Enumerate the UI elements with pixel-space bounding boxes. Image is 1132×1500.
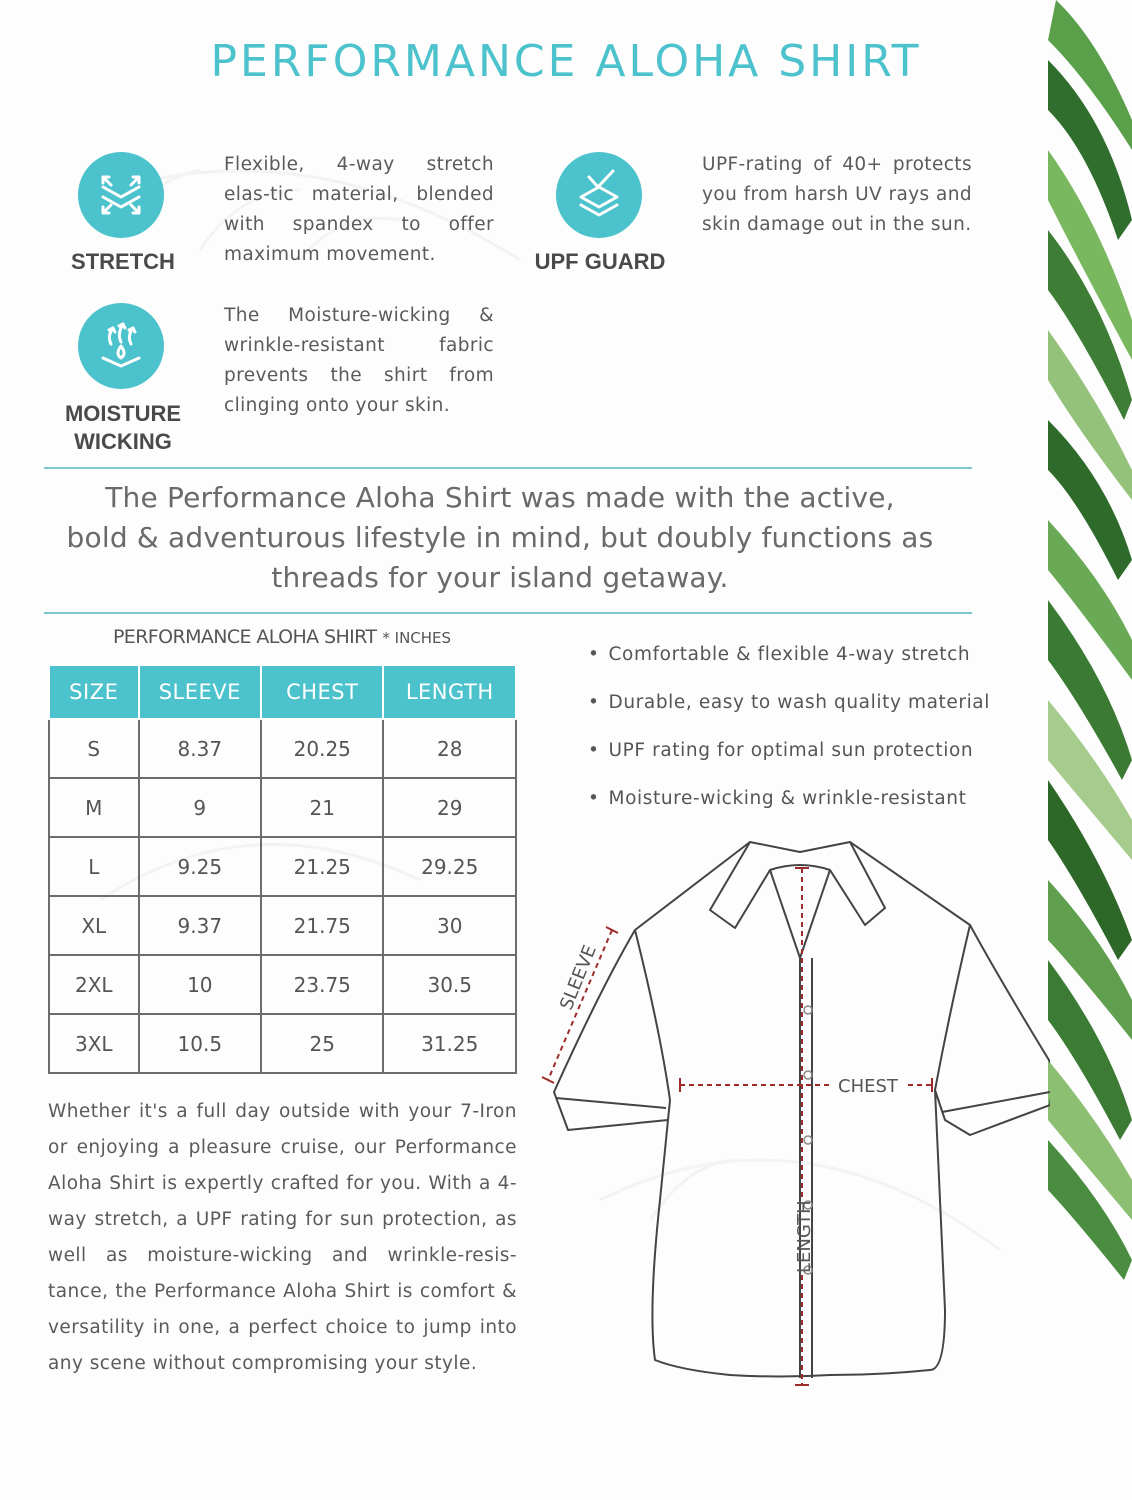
length-measure-ticks [795, 868, 809, 1385]
table-row [49, 955, 516, 1014]
table-row [49, 896, 516, 955]
cell-size: XL [49, 896, 139, 955]
moisture-wicking-label [48, 400, 198, 456]
header-chest: CHEST [261, 665, 383, 719]
tagline [60, 478, 940, 598]
cell-size: 3XL [49, 1014, 139, 1073]
list-item: • Comfortable & flexible 4-way stretch [588, 640, 1018, 688]
chest-label: CHEST [838, 1076, 898, 1097]
cell-length: 28 [383, 719, 516, 778]
cell-chest: 21.75 [261, 896, 383, 955]
tagline-line1: The Performance Aloha Shirt was made with the active, [105, 481, 895, 514]
feature-bullet-list [588, 640, 1018, 832]
cell-length: 30.5 [383, 955, 516, 1014]
cell-length: 29 [383, 778, 516, 837]
size-chart-name: PERFORMANCE ALOHA SHIRT [112, 626, 377, 648]
size-chart-header-row [49, 665, 516, 719]
table-row [49, 1014, 516, 1073]
list-item: • Moisture-wicking & wrinkle-resistant [588, 784, 1018, 832]
top-divider [44, 467, 972, 469]
shirt-measurement-diagram [530, 830, 1050, 1410]
cell-sleeve: 10.5 [139, 1014, 262, 1073]
cell-sleeve: 9.25 [139, 837, 262, 896]
cell-size: S [49, 719, 139, 778]
cell-length: 31.25 [383, 1014, 516, 1073]
moisture-wicking-icon [78, 303, 164, 389]
tagline-line2: bold & adventurous lifestyle in mind, but doubly functions as [66, 521, 934, 554]
header-length: LENGTH [383, 665, 516, 719]
length-label: LENGTH [794, 1200, 815, 1273]
cell-sleeve: 9.37 [139, 896, 262, 955]
cell-chest: 21.25 [261, 837, 383, 896]
cell-length: 29.25 [383, 837, 516, 896]
list-item: • Durable, easy to wash quality material [588, 688, 1018, 736]
upf-guard-description: UPF-rating of 40+ protects you from harsh UV rays and skin damage out in the sun. [702, 154, 972, 235]
list-item: • UPF rating for optimal sun protection [588, 736, 1018, 784]
stretch-icon [78, 152, 164, 238]
moisture-wicking-description: The Moisture-wicking & wrinkle-resistant fabric prevents the shirt from clinging onto your skin. [224, 305, 494, 416]
table-row [49, 719, 516, 778]
stretch-description: Flexible, 4-way stretch elas-tic material, blended with spandex to offer maximum movement. [224, 154, 494, 265]
cell-chest: 23.75 [261, 955, 383, 1014]
upf-guard-label: UPF GUARD [534, 249, 666, 274]
header-size: SIZE [49, 665, 139, 719]
cell-size: M [49, 778, 139, 837]
upf-shield-icon [556, 152, 642, 238]
cell-sleeve: 10 [139, 955, 262, 1014]
cell-chest: 21 [261, 778, 383, 837]
size-chart-unit: * INCHES [382, 629, 452, 647]
middle-divider [44, 612, 972, 614]
cell-chest: 25 [261, 1014, 383, 1073]
cell-sleeve: 9 [139, 778, 262, 837]
moisture-label-line1: MOISTURE [64, 401, 182, 426]
moisture-label-line2: WICKING [74, 429, 172, 454]
size-chart-title [48, 626, 516, 648]
header-sleeve: SLEEVE [139, 665, 262, 719]
palm-leaf-decoration [1048, 0, 1132, 1500]
cell-chest: 20.25 [261, 719, 383, 778]
size-chart-table [48, 664, 517, 1074]
product-description: Whether it's a full day outside with your 7-Iron or enjoying a pleasure cruise, our Performance Aloha Shirt is expertly crafted for you. With a 4-way stretch, a UPF rating for sun protection, as well as moisture-wicking and wrinkle-resis-tance, the Performance Aloha Shirt is comfort & versatility in one, a perfect choice to jump into any scene without compromising your style. [48, 1101, 517, 1374]
cell-size: L [49, 837, 139, 896]
cell-length: 30 [383, 896, 516, 955]
cell-sleeve: 8.37 [139, 719, 262, 778]
page-title: PERFORMANCE ALOHA SHIRT [210, 36, 922, 87]
cell-size: 2XL [49, 955, 139, 1014]
stretch-label: STRETCH [71, 249, 175, 274]
tagline-line3: threads for your island getaway. [271, 561, 729, 594]
table-row [49, 837, 516, 896]
sleeve-label: SLEEVE [556, 942, 601, 1014]
table-row [49, 778, 516, 837]
